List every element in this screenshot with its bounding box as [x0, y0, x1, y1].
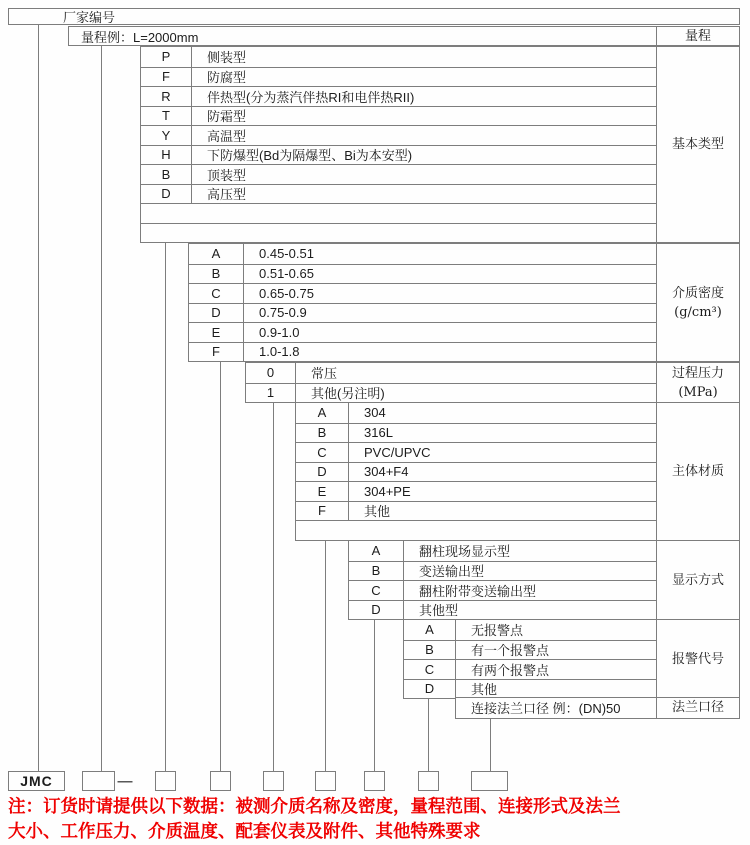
table-row	[141, 67, 656, 87]
table-row-empty	[296, 520, 656, 540]
category-range	[656, 26, 740, 46]
desc-cell: 0.65-0.75	[259, 285, 314, 301]
code-cell: E	[296, 482, 349, 501]
code-cell: C	[404, 660, 456, 679]
code-cell: D	[189, 304, 244, 323]
category-flange-size-label: 法兰口径	[671, 700, 724, 716]
model-box-density	[210, 771, 231, 791]
code-cell: T	[141, 107, 192, 126]
code-cell: P	[141, 47, 192, 67]
category-density-label: 介质密度	[671, 285, 724, 301]
table-row	[296, 423, 656, 443]
category-flange-size	[656, 697, 740, 719]
code-cell: E	[189, 323, 244, 342]
code-cell: B	[349, 562, 404, 581]
table-row	[141, 145, 656, 165]
ordering-note-line2: 大小、工作压力、介质温度、配套仪表及附件、其他特殊要求	[8, 821, 481, 841]
table-row	[246, 363, 656, 383]
table-row	[296, 501, 656, 521]
category-basic-type	[656, 46, 740, 243]
desc-cell: 其他	[364, 504, 391, 520]
table-row	[404, 640, 656, 660]
code-cell: A	[296, 403, 349, 423]
model-box-material	[315, 771, 336, 791]
model-box-basic	[155, 771, 176, 791]
density-table	[188, 243, 657, 362]
table-row	[246, 383, 656, 403]
table-row	[349, 580, 656, 600]
model-box-alarm	[418, 771, 439, 791]
vendor-code-label: 厂家编号	[63, 10, 116, 25]
table-row	[296, 462, 656, 482]
desc-cell: 翻柱附带变送输出型	[419, 583, 537, 599]
code-cell: C	[189, 284, 244, 303]
desc-cell: 防腐型	[207, 70, 247, 86]
table-row	[141, 164, 656, 184]
table-row	[296, 481, 656, 501]
desc-cell: 其他(另注明)	[311, 386, 385, 402]
table-row	[189, 244, 656, 264]
table-row-empty	[141, 223, 656, 243]
range-example-row	[68, 26, 657, 46]
category-alarm-code-label: 报警代号	[671, 651, 724, 667]
desc-cell: 304+PE	[364, 483, 411, 499]
range-example-label: 量程例：L=2000mm	[81, 29, 199, 45]
material-table	[295, 402, 657, 541]
table-row	[141, 47, 656, 67]
desc-cell: 翻柱现场显示型	[419, 544, 511, 560]
desc-cell: 0.45-0.51	[259, 246, 314, 262]
category-basic-type-label: 基本类型	[671, 137, 724, 152]
table-row	[141, 86, 656, 106]
code-cell: B	[189, 265, 244, 284]
code-cell: D	[349, 601, 404, 620]
desc-cell: 变送输出型	[419, 564, 485, 580]
desc-cell: 304+F4	[364, 464, 409, 480]
category-material	[656, 402, 740, 541]
desc-cell: 304	[364, 405, 386, 421]
code-cell: Y	[141, 126, 192, 145]
table-row	[404, 679, 656, 699]
model-box-display	[364, 771, 385, 791]
code-cell: F	[141, 68, 192, 87]
category-alarm-code	[656, 619, 740, 699]
table-row-empty	[141, 203, 656, 223]
desc-cell: 高温型	[207, 128, 247, 144]
desc-cell: PVC/UPVC	[364, 444, 431, 460]
empty-cell	[141, 204, 656, 223]
table-row	[349, 561, 656, 581]
flange-size-label: 连接法兰口径 例：(DN)50	[471, 701, 621, 717]
code-cell: B	[404, 641, 456, 660]
dash-separator: —	[117, 772, 133, 790]
category-range-label: 量程	[684, 28, 711, 44]
table-row	[141, 184, 656, 204]
model-box-flange	[471, 771, 508, 791]
table-row	[189, 264, 656, 284]
table-row	[141, 106, 656, 126]
ordering-note-line1: 注：订货时请提供以下数据：被测介质名称及密度，量程范围、连接形式及法兰	[8, 796, 621, 816]
code-cell: 1	[246, 384, 296, 403]
table-row	[296, 442, 656, 462]
connector-basic-line	[165, 243, 166, 771]
desc-cell: 0.51-0.65	[259, 266, 314, 282]
empty-cell	[296, 521, 656, 540]
display-mode-table	[348, 540, 657, 620]
category-pressure-unit: (MPa)	[678, 384, 718, 400]
table-row	[404, 620, 656, 640]
category-material-label: 主体材质	[671, 463, 724, 479]
model-prefix-box	[8, 771, 65, 791]
code-cell: D	[404, 680, 456, 699]
table-row	[404, 659, 656, 679]
category-pressure	[656, 362, 740, 403]
model-box-pressure	[263, 771, 284, 791]
table-row	[189, 342, 656, 362]
table-row	[189, 303, 656, 323]
ordering-note	[8, 794, 744, 844]
code-cell: H	[141, 146, 192, 165]
desc-cell: 316L	[364, 425, 393, 441]
connector-vendor-line	[38, 25, 39, 771]
model-prefix-label: JMC	[20, 773, 53, 789]
connector-flange-line	[490, 718, 491, 771]
pressure-table	[245, 362, 657, 403]
connector-pressure-line	[273, 403, 274, 771]
table-row	[349, 541, 656, 561]
desc-cell: 下防爆型(Bd为隔爆型、Bi为本安型)	[207, 148, 413, 164]
alarm-code-table	[403, 619, 657, 699]
category-density-unit: (g/cm³)	[674, 304, 722, 320]
flange-size-row	[455, 697, 657, 719]
connector-density-line	[220, 362, 221, 771]
empty-cell	[141, 224, 656, 243]
connector-material-line	[325, 540, 326, 771]
code-cell: A	[349, 541, 404, 561]
model-box-range	[82, 771, 115, 791]
desc-cell: 侧装型	[207, 50, 247, 66]
desc-cell: 其他	[471, 682, 498, 698]
basic-type-table	[140, 46, 657, 243]
desc-cell: 顶装型	[207, 167, 247, 183]
desc-cell: 1.0-1.8	[259, 344, 300, 360]
code-cell: C	[349, 581, 404, 600]
desc-cell: 伴热型(分为蒸汽伴热RI和电伴热RII)	[207, 89, 415, 105]
desc-cell: 其他型	[419, 603, 459, 619]
code-cell: C	[296, 443, 349, 462]
code-cell: A	[404, 620, 456, 640]
desc-cell: 高压型	[207, 187, 247, 203]
code-cell: F	[189, 343, 244, 362]
desc-cell: 常压	[311, 366, 338, 382]
desc-cell: 无报警点	[471, 623, 524, 639]
code-cell: A	[189, 244, 244, 264]
code-cell: F	[296, 502, 349, 521]
table-row	[296, 403, 656, 423]
table-row	[189, 322, 656, 342]
code-cell: B	[141, 165, 192, 184]
vendor-code-bar	[8, 8, 740, 25]
connector-display-line	[374, 620, 375, 771]
table-row	[189, 283, 656, 303]
connector-range-line	[101, 46, 102, 771]
code-cell: R	[141, 87, 192, 106]
table-row	[349, 600, 656, 620]
desc-cell: 有两个报警点	[471, 662, 550, 678]
desc-cell: 0.75-0.9	[259, 305, 307, 321]
desc-cell: 有一个报警点	[471, 643, 550, 659]
table-row	[141, 125, 656, 145]
code-cell: D	[141, 185, 192, 204]
category-pressure-label: 过程压力	[671, 365, 724, 381]
desc-cell: 0.9-1.0	[259, 324, 300, 340]
desc-cell: 防霜型	[207, 109, 247, 125]
code-cell: 0	[246, 363, 296, 383]
connector-alarm-line	[428, 699, 429, 771]
code-cell: D	[296, 463, 349, 482]
category-display-mode-label: 显示方式	[671, 572, 724, 588]
category-density	[656, 243, 740, 362]
code-cell: B	[296, 424, 349, 443]
category-display-mode	[656, 540, 740, 620]
